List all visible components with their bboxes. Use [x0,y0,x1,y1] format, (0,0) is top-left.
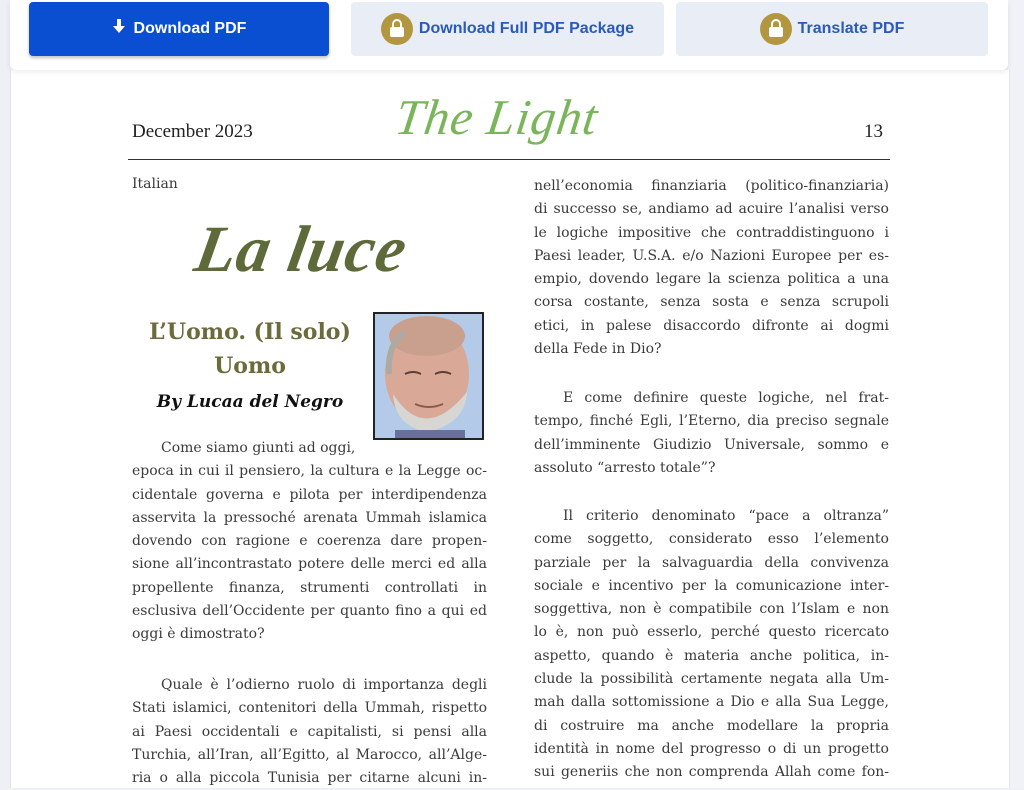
right-paragraph-1 [534,175,889,361]
text-line: aspetto, quando è materia anche politica, in- [534,647,889,664]
text-line: di successo se, andiamo ad acuire l’analisi verso [534,201,889,218]
download-pdf-label: Download PDF [133,20,247,37]
text-line: sui generiis che non comprenda Allah come fon- [534,764,889,781]
publication-title: The Light [392,89,603,145]
text-line: ai Paesi occidentali e capitalisti, si pensi alla [132,723,487,740]
translate-pdf-button[interactable] [676,2,988,56]
right-paragraph-3 [534,505,889,785]
download-arrow-icon [112,19,126,39]
article-title-line2: Uomo [214,353,286,379]
page-number: 13 [864,121,883,142]
translate-label: Translate PDF [797,20,905,37]
text-line: Il criterio denominato “pace a oltranza” [563,508,889,524]
text-line: le logiche impositive che contraddistinguono i [534,224,889,241]
text-line: esclusiva dell’Occidente per quanto fino a qui ed [132,603,487,620]
text-line: Quale è l’odierno ruolo di importanza degli [161,677,487,693]
text-line: assoluto “arresto totale”? [534,459,716,476]
text-line: sione all’incontrastato potere delle merci ed alla [132,556,487,573]
text-line: Come siamo giunti ad oggi, [161,440,356,456]
text-line: Stati islamici, contenitori della Ummah, rispetto [132,700,487,717]
download-full-package-button[interactable] [351,2,664,56]
text-line: clude la possibilità certamente negata alla Um- [534,671,889,688]
download-full-label: Download Full PDF Package [418,20,635,37]
text-line: propellente finanza, strumenti controllati in [132,579,487,596]
text-line: E come definire queste logiche, nel frat- [563,390,889,406]
text-line: cidentale governa e pilota per interdipendenza [132,486,487,503]
author-portrait-illustration [375,314,482,438]
text-line: della Fede in Dio? [534,341,662,358]
article-title [132,315,368,383]
text-line: soggettiva, non è compatibile con l’Islam e non [534,601,889,618]
text-line: parziale per la salvaguardia della convivenza [534,554,889,571]
text-line: dell’imminente Giudizio Universale, sommo e [534,436,889,453]
text-line: ria o alla piccola Tunisia per citarne alcuni in- [132,770,487,787]
text-line: dovendo con ragione e coerenza dare propen- [132,533,487,550]
text-line: asservita la pressoché arenata Ummah islamica [132,509,487,526]
text-line: tempo, finché Egli, l’Eterno, dia preciso segnale [534,413,889,430]
text-line: epoca in cui il pensiero, la cultura e la Legge oc- [132,463,487,480]
text-line: oggi è dimostrato? [132,626,265,643]
text-line: Paesi leader, U.S.A. e/o Nazioni Europee per es- [534,247,889,264]
text-line: corsa costante, senza sosta e senza scrupoli [534,294,889,311]
language-label: Italian [132,176,178,192]
header-divider [128,159,890,160]
lock-icon [760,13,792,45]
left-paragraph-2 [132,674,487,790]
issue-date: December 2023 [132,121,253,142]
author-photo [373,312,484,440]
text-line: nell’economia finanziaria (politico-finanziaria) [534,178,889,194]
text-line: empio, dovendo legare la scienza politica a una [534,271,889,288]
lock-icon [381,13,413,45]
right-paragraph-2 [534,387,889,480]
download-pdf-button[interactable] [29,2,329,56]
article-title-line1: L’Uomo. (Il solo) [149,319,351,345]
text-line: Turchia, all’Iran, all’Egitto, al Marocco, all’Alge- [132,746,487,763]
text-line: identità in nome del progresso o di un progetto [534,740,889,757]
text-line: etici, in palese disaccordo difronte ai dogmi [534,317,889,334]
left-paragraph-1 [132,437,487,647]
text-line: sociale e incentivo per la comunicazione inter- [534,577,889,594]
pdf-page [10,70,1010,788]
text-line: come soggetto, considerato esso l’elemento [534,531,889,548]
text-line: lo è, non può esserlo, perché questo ricercato [534,624,889,641]
byline: By Lucaa del Negro [156,392,344,412]
text-line: di costruire ma anche modellare la propria [534,717,889,734]
section-title: La luce [189,213,413,286]
scrollbar-track[interactable] [1008,0,1024,788]
text-line: mah dalla sottomissione a Dio e alla Sua Legge, [534,694,889,711]
pdf-toolbar [10,0,1008,70]
